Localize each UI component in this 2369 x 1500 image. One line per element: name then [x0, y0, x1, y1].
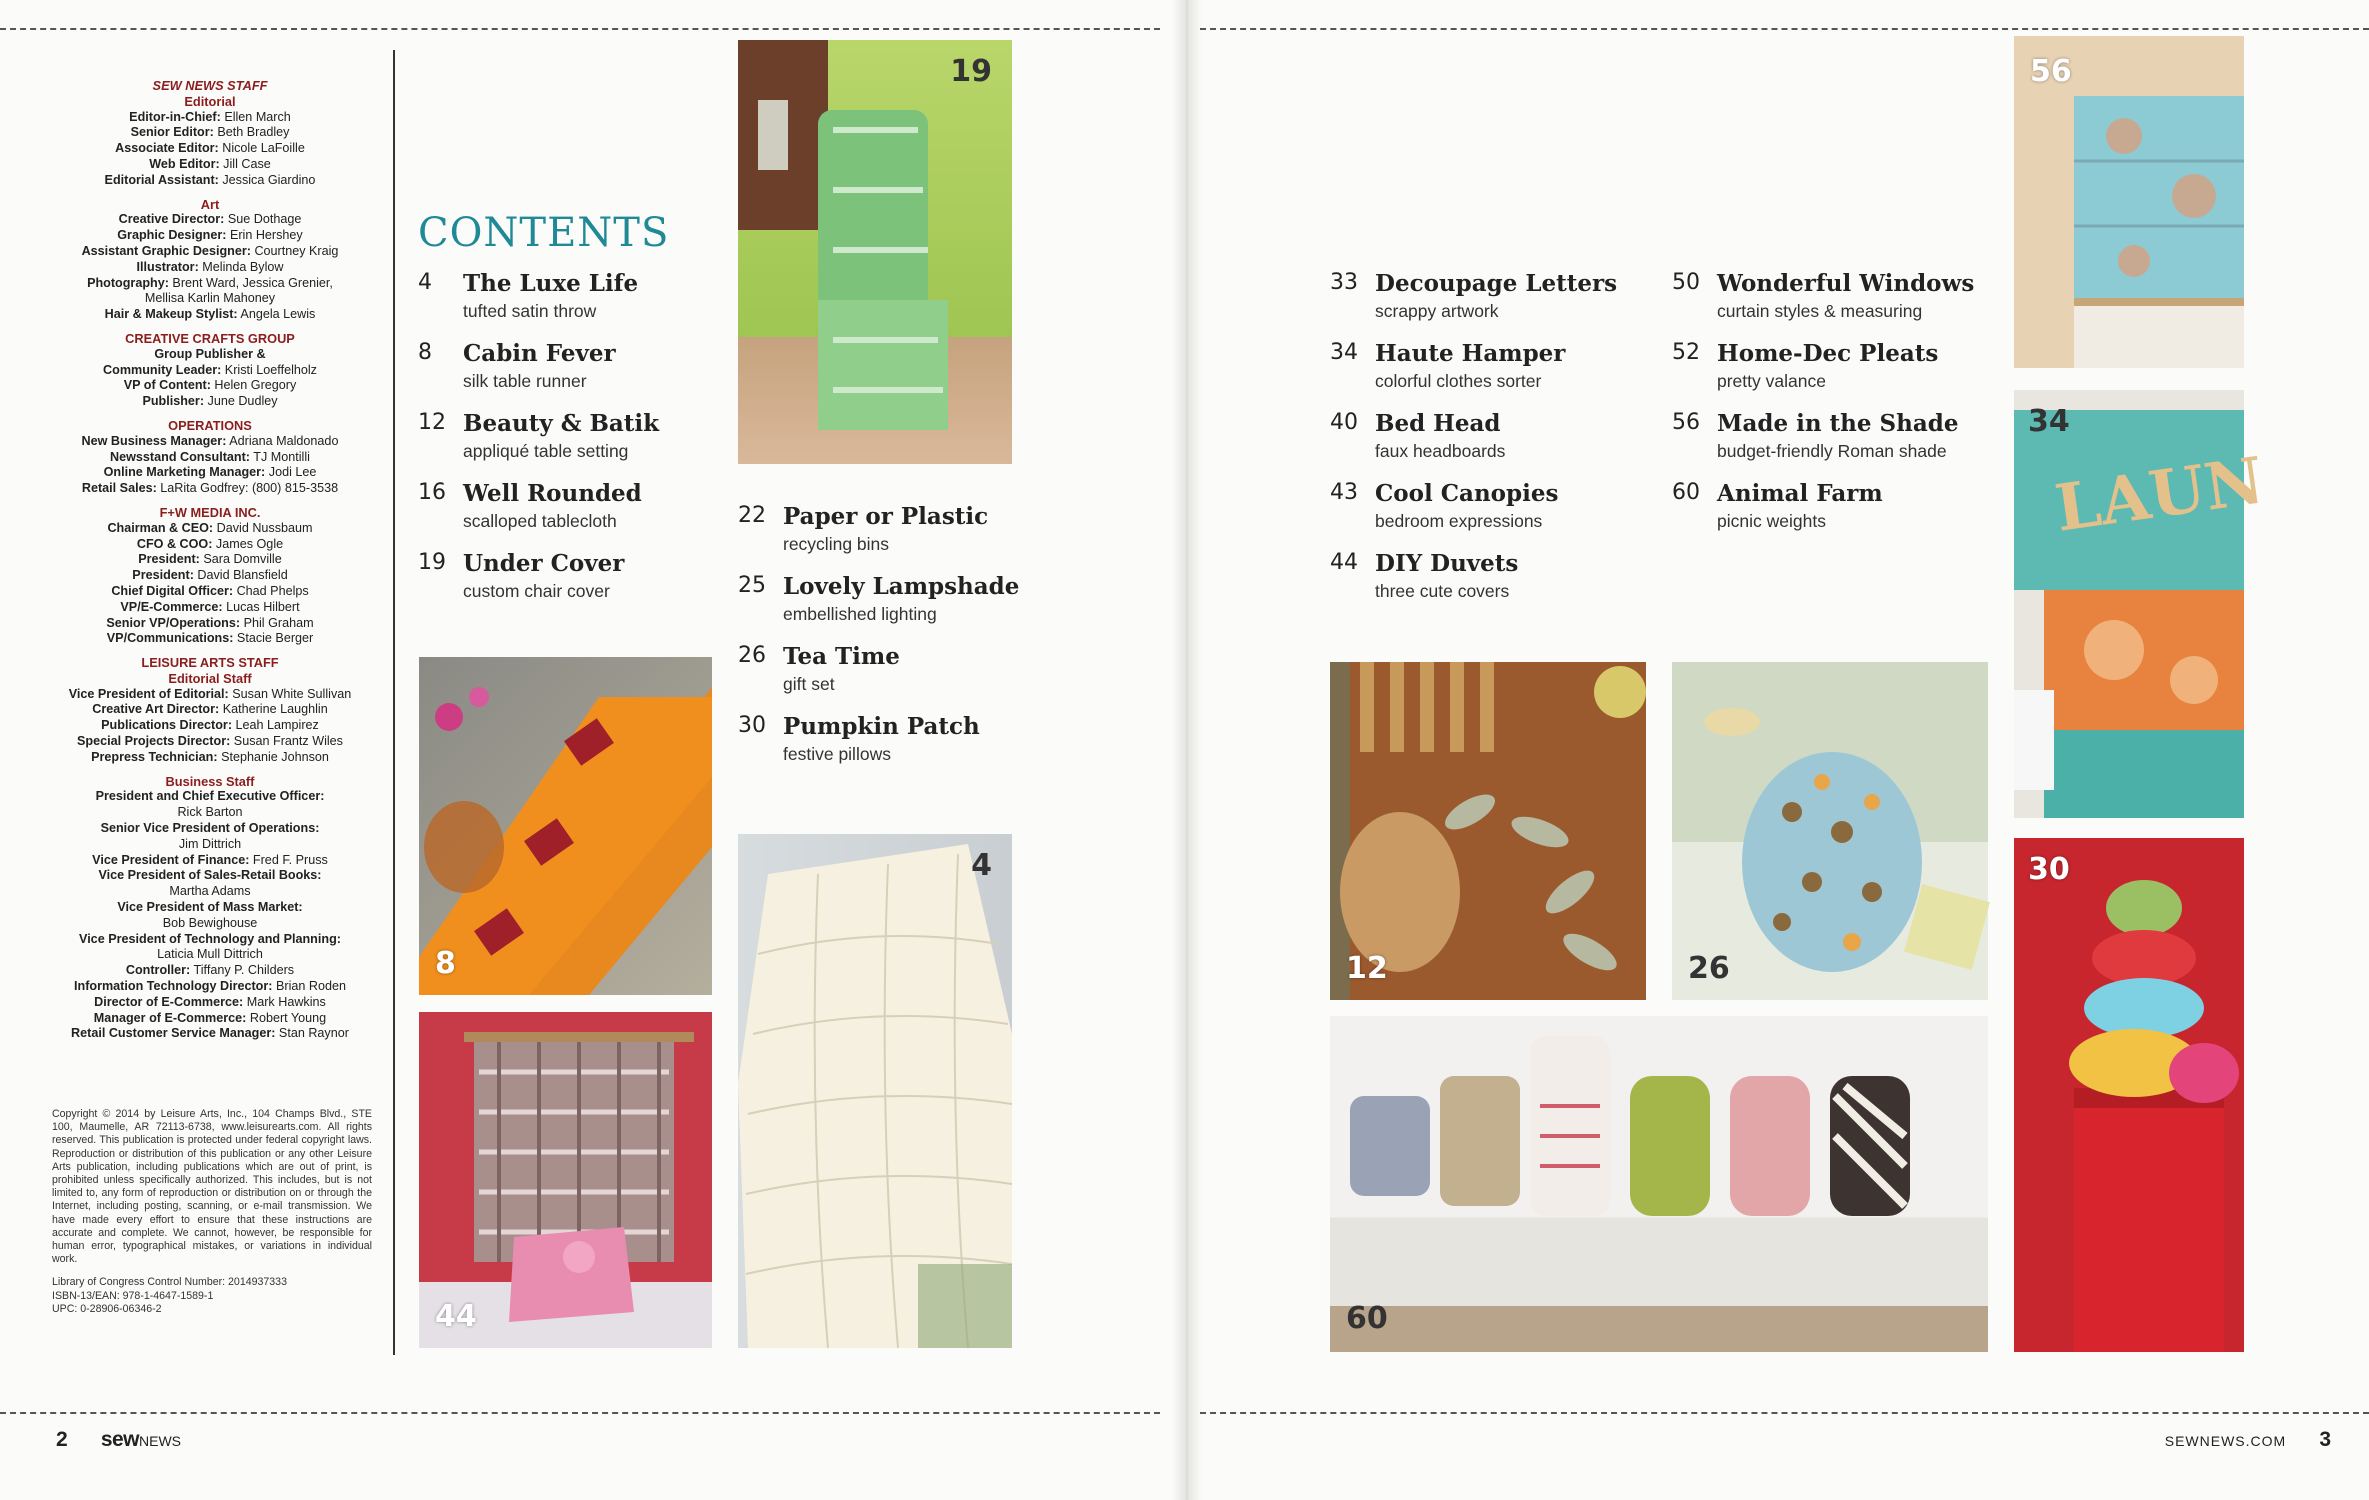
- staff-name: Chad Phelps: [236, 583, 309, 598]
- staff-row: [40, 450, 380, 466]
- staff-gap: [40, 410, 380, 418]
- entry-page-number: 52: [1672, 340, 1700, 365]
- entry-page-number: 34: [1330, 340, 1358, 365]
- staff-role: New Business Manager:: [81, 433, 227, 448]
- folio-left: [56, 1428, 181, 1452]
- brand-logo-sew: sew: [100, 1428, 140, 1451]
- staff-role: Retail Customer Service Manager:: [71, 1026, 276, 1041]
- entry-title: Haute Hamper: [1375, 340, 1566, 367]
- photo-headboard: [419, 1012, 712, 1348]
- staff-row: [40, 568, 380, 584]
- staff-name: Laticia Mull Dittrich: [157, 947, 263, 962]
- column-rule: [393, 50, 395, 1355]
- staff-role: Manager of E-Commerce:: [93, 1010, 247, 1025]
- staff-name: Helen Gregory: [214, 378, 297, 393]
- animals-illustration: [1330, 1016, 1988, 1352]
- staff-row: [40, 947, 380, 963]
- photo-tea-set: [1672, 662, 1988, 1000]
- throw-illustration: [738, 834, 1012, 1348]
- entry-title: DIY Duvets: [1375, 550, 1519, 577]
- entry-title: Lovely Lampshade: [783, 573, 1020, 600]
- staff-name: Susan White Sullivan: [232, 686, 352, 701]
- entry-page-number: 50: [1672, 270, 1700, 295]
- staff-row: [40, 1026, 380, 1042]
- staff-role: Group Publisher &: [154, 346, 266, 361]
- staff-row: [40, 434, 380, 450]
- staff-row: [40, 481, 380, 497]
- staff-row: [40, 307, 380, 323]
- staff-name: Martha Adams: [169, 884, 251, 899]
- staff-row: [40, 868, 380, 884]
- staff-name: Ellen March: [224, 109, 291, 124]
- staff-name: Jessica Giardino: [222, 172, 316, 187]
- entry-page-number: 19: [418, 550, 446, 575]
- staff-role: Special Projects Director:: [77, 734, 231, 749]
- isbn: ISBN-13/EAN: 978-1-4647-1589-1: [52, 1289, 214, 1302]
- staff-role: Associate Editor:: [115, 141, 219, 156]
- photo-roman-shade: [2014, 36, 2244, 368]
- staff-role: Senior Editor:: [130, 125, 214, 140]
- staff-role: VP/E-Commerce:: [120, 599, 223, 614]
- headboard-illustration: [419, 1012, 712, 1348]
- staff-row: [40, 837, 380, 853]
- staff-row: [40, 212, 380, 228]
- entry-subtitle: curtain styles & measuring: [1717, 301, 1923, 321]
- staff-name: Bob Bewighouse: [162, 915, 258, 930]
- staff-row: [40, 378, 380, 394]
- entry-page-number: 26: [738, 643, 766, 668]
- photo-page-number: 8: [435, 946, 456, 981]
- entry-page-number: 60: [1672, 480, 1700, 505]
- staff-role: Senior Vice President of Operations:: [100, 821, 320, 836]
- staff-gap: [40, 323, 380, 331]
- entry-page-number: 40: [1330, 410, 1358, 435]
- staff-row: [40, 244, 380, 260]
- entry-page-number: 12: [418, 410, 446, 435]
- staff-row: [40, 600, 380, 616]
- staff-row: [40, 291, 380, 307]
- entry-title: Under Cover: [463, 550, 625, 577]
- staff-name: Stacie Berger: [236, 631, 314, 646]
- entry-subtitle: gift set: [783, 674, 835, 694]
- entry-title: Home-Dec Pleats: [1717, 340, 1939, 367]
- entry-subtitle: three cute covers: [1375, 581, 1510, 601]
- folio-right: [2165, 1428, 2331, 1452]
- staff-row: [40, 584, 380, 600]
- staff-name: Phil Graham: [243, 615, 314, 630]
- entry-page-number: 43: [1330, 480, 1358, 505]
- staff-role: VP/Communications:: [106, 631, 234, 646]
- contents-heading: CONTENTS: [418, 210, 670, 256]
- staff-role: VP of Content:: [123, 378, 211, 393]
- entry-title: Bed Head: [1375, 410, 1501, 437]
- website-url: SEWNEWS.COM: [2164, 1433, 2287, 1449]
- staff-name: Sue Dothage: [227, 212, 302, 227]
- entry-title: Wonderful Windows: [1717, 270, 1975, 297]
- staff-gap: [40, 189, 380, 197]
- staff-role: Graphic Designer:: [117, 228, 227, 243]
- photo-page-number: 34: [2028, 404, 2070, 439]
- staff-section-heading: Editorial: [184, 93, 236, 109]
- staff-role: Creative Director:: [118, 212, 225, 227]
- page-number-left: 2: [56, 1428, 68, 1451]
- entry-page-number: 22: [738, 503, 766, 528]
- staff-row: [40, 465, 380, 481]
- loc-number: Library of Congress Control Number: 2014937333: [52, 1276, 287, 1289]
- staff-name: Mellisa Karlin Mahoney: [144, 291, 276, 306]
- staff-row: [40, 521, 380, 537]
- staff-role: Vice President of Sales-Retail Books:: [98, 868, 322, 883]
- batik-illustration: [1330, 662, 1646, 1000]
- staff-row: [40, 110, 380, 126]
- brand-logo-news: NEWS: [139, 1433, 182, 1449]
- staff-row: [40, 900, 380, 916]
- staff-name: Jim Dittrich: [178, 836, 242, 851]
- staff-name: Lucas Hilbert: [226, 599, 300, 614]
- staff-row: [40, 552, 380, 568]
- entry-title: The Luxe Life: [463, 270, 639, 297]
- staff-row: [40, 750, 380, 766]
- entry-subtitle: faux headboards: [1375, 441, 1506, 461]
- photo-page-number: 19: [950, 54, 992, 89]
- staff-role: Director of E-Commerce:: [94, 994, 244, 1009]
- staff-section-heading: Art: [200, 196, 220, 212]
- staff-name: Angela Lewis: [240, 307, 316, 322]
- entry-subtitle: silk table runner: [463, 371, 587, 391]
- bottom-trim-right: [1200, 1412, 2369, 1414]
- entry-page-number: 33: [1330, 270, 1358, 295]
- entry-subtitle: tufted satin throw: [463, 301, 597, 321]
- staff-role: Hair & Makeup Stylist:: [104, 307, 238, 322]
- photo-batik-setting: [1330, 662, 1646, 1000]
- pumpkins-illustration: [2014, 838, 2244, 1352]
- photo-page-number: 60: [1346, 1301, 1388, 1336]
- staff-row: [40, 979, 380, 995]
- photo-page-number: 44: [435, 1299, 477, 1334]
- entry-title: Beauty & Batik: [463, 410, 660, 437]
- staff-name: TJ Montilli: [253, 449, 310, 464]
- staff-role: Photography:: [87, 275, 169, 290]
- staff-role: Vice President of Mass Market:: [117, 900, 303, 915]
- legal-notice: [52, 1108, 372, 1316]
- staff-name: LaRita Godfrey: (800) 815-3538: [160, 481, 339, 496]
- staff-row: [40, 347, 380, 363]
- staff-row: [40, 702, 380, 718]
- staff-name: Rick Barton: [177, 805, 243, 820]
- staff-masthead: [40, 78, 380, 1042]
- staff-row: [40, 853, 380, 869]
- entry-title: Tea Time: [783, 643, 900, 670]
- staff-name: Fred F. Pruss: [252, 852, 328, 867]
- entry-title: Made in the Shade: [1717, 410, 1959, 437]
- entry-subtitle: budget-friendly Roman shade: [1717, 441, 1947, 461]
- staff-row: [40, 616, 380, 632]
- staff-row: [40, 718, 380, 734]
- staff-row: [40, 687, 380, 703]
- staff-role: Information Technology Director:: [74, 979, 273, 994]
- entry-subtitle: scrappy artwork: [1375, 301, 1499, 321]
- entry-page-number: 8: [418, 340, 432, 365]
- staff-row: [40, 394, 380, 410]
- staff-role: Web Editor:: [149, 156, 220, 171]
- entry-page-number: 44: [1330, 550, 1358, 575]
- entry-page-number: 25: [738, 573, 766, 598]
- staff-row: [40, 537, 380, 553]
- page-number-right: 3: [2319, 1428, 2331, 1451]
- staff-name: Beth Bradley: [217, 125, 290, 140]
- photo-page-number: 56: [2030, 54, 2072, 89]
- staff-row: [40, 363, 380, 379]
- photo-satin-throw: [738, 834, 1012, 1348]
- staff-section-heading: LEISURE ARTS STAFF: [141, 655, 279, 671]
- staff-name: Sara Domville: [203, 552, 282, 567]
- staff-row: [40, 631, 380, 647]
- staff-row: [40, 963, 380, 979]
- photo-page-number: 4: [971, 848, 992, 883]
- staff-role: Editorial Assistant:: [104, 172, 219, 187]
- staff-name: Robert Young: [249, 1010, 327, 1025]
- photo-table-runner: [419, 657, 712, 995]
- copyright-text: Copyright © 2014 by Leisure Arts, Inc., 104 Champs Blvd., STE 100, Maumelle, AR 72113-6738, www.leisurearts.com. All rights reserved. This publication is protected under federal copyright laws. Reproduction or distribution of this publication or any other Leisure Arts publication, including publications which are out of print, is prohibited unless specifically authorized. This includes, but is not limited to, any form of reproduction or distribution on or through the Internet, including posting, scanning, or e-mail transmission. We have made every effort to ensure that these instructions are accurate and complete. We cannot, however, be responsible for human error, typographical mistakes, or variations in individual work.: [52, 1108, 372, 1266]
- entry-subtitle: colorful clothes sorter: [1375, 371, 1542, 391]
- top-trim-right: [1200, 28, 2369, 30]
- staff-row: [40, 276, 380, 292]
- staff-row: [40, 228, 380, 244]
- staff-role: Chief Digital Officer:: [111, 583, 234, 598]
- tea-illustration: [1672, 662, 1988, 1000]
- staff-section-heading: Business Staff: [165, 773, 255, 789]
- runner-illustration: [419, 657, 712, 995]
- staff-section-heading: F+W MEDIA INC.: [159, 504, 261, 520]
- staff-role: Online Marketing Manager:: [103, 465, 266, 480]
- entry-subtitle: embellished lighting: [783, 604, 937, 624]
- entry-page-number: 16: [418, 480, 446, 505]
- entry-subtitle: scalloped tablecloth: [463, 511, 617, 531]
- staff-role: Creative Art Director:: [92, 702, 220, 717]
- staff-name: Tiffany P. Childers: [193, 963, 295, 978]
- staff-name: Jill Case: [223, 156, 271, 171]
- entry-page-number: 4: [418, 270, 432, 295]
- staff-role: Prepress Technician:: [91, 749, 218, 764]
- entry-subtitle: appliqué table setting: [463, 441, 629, 461]
- staff-row: [40, 125, 380, 141]
- photo-page-number: 26: [1688, 951, 1730, 986]
- staff-row: [40, 884, 380, 900]
- photo-page-number: 12: [1346, 951, 1388, 986]
- staff-role: Publications Director:: [101, 718, 233, 733]
- staff-name: Stephanie Johnson: [221, 749, 329, 764]
- top-trim-left: [0, 28, 1160, 30]
- staff-role: Senior VP/Operations:: [106, 615, 241, 630]
- photo-page-number: 30: [2028, 852, 2070, 887]
- staff-name: Leah Lampirez: [235, 718, 319, 733]
- staff-role: Newsstand Consultant:: [110, 449, 250, 464]
- chair-illustration: [738, 40, 1012, 464]
- entry-subtitle: picnic weights: [1717, 511, 1826, 531]
- staff-section-heading: CREATIVE CRAFTS GROUP: [125, 330, 295, 346]
- staff-role: President and Chief Executive Officer:: [95, 789, 325, 804]
- staff-name: Mark Hawkins: [246, 994, 326, 1009]
- entry-title: Cool Canopies: [1375, 480, 1559, 507]
- staff-row: [40, 916, 380, 932]
- staff-row: [40, 260, 380, 276]
- staff-role: CFO & COO:: [136, 536, 213, 551]
- entry-subtitle: bedroom expressions: [1375, 511, 1543, 531]
- staff-section-heading: SEW NEWS STAFF: [152, 78, 268, 93]
- staff-name: Jodi Lee: [268, 465, 317, 480]
- gutter-fold: [1172, 0, 1202, 1500]
- upc: UPC: 0-28906-06346-2: [52, 1302, 162, 1315]
- staff-gap: [40, 647, 380, 655]
- staff-row: [40, 821, 380, 837]
- staff-name: Adriana Maldonado: [229, 433, 339, 448]
- entry-title: Animal Farm: [1717, 480, 1883, 507]
- staff-role: Editor-in-Chief:: [129, 109, 221, 124]
- entry-title: Decoupage Letters: [1375, 270, 1618, 297]
- photo-pumpkin-pillows: [2014, 838, 2244, 1352]
- staff-row: [40, 173, 380, 189]
- staff-row: [40, 932, 380, 948]
- entry-title: Well Rounded: [463, 480, 642, 507]
- photo-animal-weights: [1330, 1016, 1988, 1352]
- staff-section-heading: OPERATIONS: [168, 417, 252, 433]
- entry-subtitle: custom chair cover: [463, 581, 610, 601]
- staff-row: [40, 157, 380, 173]
- bottom-trim-left: [0, 1412, 1160, 1414]
- entry-subtitle: pretty valance: [1717, 371, 1826, 391]
- entry-title: Paper or Plastic: [783, 503, 989, 530]
- staff-row: [40, 141, 380, 157]
- staff-name: Kristi Loeffelholz: [224, 362, 317, 377]
- staff-name: June Dudley: [207, 394, 278, 409]
- staff-row: [40, 805, 380, 821]
- entry-page-number: 56: [1672, 410, 1700, 435]
- staff-name: Courtney Kraig: [254, 243, 339, 258]
- staff-name: James Ogle: [215, 536, 284, 551]
- staff-role: Illustrator:: [136, 259, 199, 274]
- staff-role: Vice President of Editorial:: [68, 686, 229, 701]
- staff-role: Publisher:: [142, 394, 205, 409]
- photo-hamper: [2014, 390, 2269, 818]
- photo-chair-cover: [738, 40, 1012, 464]
- staff-name: Brent Ward, Jessica Grenier,: [172, 275, 333, 290]
- staff-role: President:: [138, 552, 200, 567]
- staff-name: Katherine Laughlin: [222, 702, 328, 717]
- entry-page-number: 30: [738, 713, 766, 738]
- hamper-illustration: [2014, 390, 2269, 818]
- staff-role: Controller:: [125, 963, 191, 978]
- staff-name: Erin Hershey: [229, 228, 303, 243]
- entry-subtitle: festive pillows: [783, 744, 891, 764]
- staff-row: [40, 1011, 380, 1027]
- staff-section-heading: Editorial Staff: [168, 670, 252, 686]
- staff-role: Retail Sales:: [81, 481, 157, 496]
- staff-name: Brian Roden: [275, 979, 346, 994]
- staff-role: Vice President of Technology and Planning:: [79, 931, 341, 946]
- staff-gap: [40, 497, 380, 505]
- staff-row: [40, 995, 380, 1011]
- staff-role: Community Leader:: [103, 362, 222, 377]
- staff-name: Melinda Bylow: [202, 259, 284, 274]
- staff-name: David Blansfield: [197, 568, 288, 583]
- staff-role: Vice President of Finance:: [92, 852, 250, 867]
- svg-text:LAUN: LAUN: [2050, 443, 2269, 547]
- staff-name: Stan Raynor: [278, 1026, 349, 1041]
- staff-name: Susan Frantz Wiles: [233, 734, 343, 749]
- staff-row: [40, 789, 380, 805]
- staff-name: David Nussbaum: [216, 520, 313, 535]
- staff-gap: [40, 766, 380, 774]
- staff-role: President:: [132, 568, 194, 583]
- staff-role: Chairman & CEO:: [107, 520, 214, 535]
- entry-title: Pumpkin Patch: [783, 713, 980, 740]
- staff-name: Nicole LaFoille: [222, 141, 305, 156]
- staff-row: [40, 734, 380, 750]
- entry-title: Cabin Fever: [463, 340, 616, 367]
- entry-subtitle: recycling bins: [783, 534, 890, 554]
- staff-role: Assistant Graphic Designer:: [81, 243, 251, 258]
